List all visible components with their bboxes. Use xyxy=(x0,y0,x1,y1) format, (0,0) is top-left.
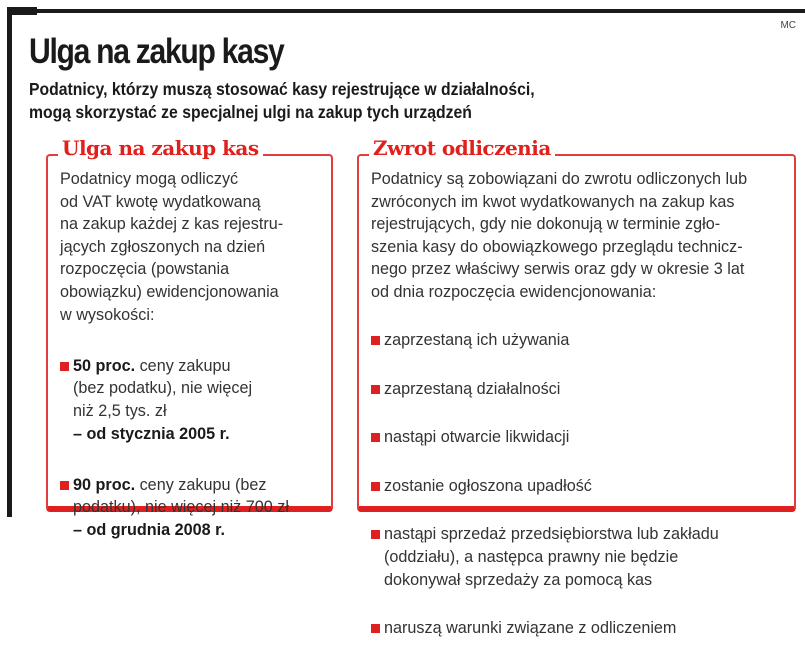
list-item xyxy=(371,378,794,401)
box-zwrot-intro: Podatnicy są zobowiązani do zwrotu odliczonych lub zwróconych im kwot wydatkowanych na zakup kas rejestrujących, gdy nie dokonują w terminie zgło- szenia kasy do obowiązkowego przeglądu technicz- nego przez właściwy serwis oraz gdy w okresie 3 lat od dnia rozpoczęcia ewidencjonowania: xyxy=(371,170,748,301)
box-ulga-intro: Podatnicy mogą odliczyć od VAT kwotę wydatkowaną na zakup każdej z kas rejestru- jących zgłoszonych na dzień rozpoczęcia (powstania obowiązku) ewidencjonowania w wysokości: xyxy=(60,170,284,324)
frame-left-rule xyxy=(7,9,12,517)
item-text: zaprzestaną działalności xyxy=(384,379,561,398)
zwrot-list xyxy=(371,304,794,662)
list-item xyxy=(371,426,794,449)
bullet-icon xyxy=(60,362,69,371)
list-item xyxy=(60,355,331,445)
list-item xyxy=(371,329,794,352)
lead-text: Podatnicy, którzy muszą stosować kasy rejestrujące w działalności, mogą skorzystać ze specjalnej ulgi na zakup tych urządzeń xyxy=(29,79,535,122)
item-text: naruszą warunki związane z odliczeniem xyxy=(384,619,677,638)
item-text: zaprzestaną ich używania xyxy=(384,331,570,350)
page-title: Ulga na zakup kasy xyxy=(29,32,284,71)
frame-top-rule xyxy=(7,9,805,13)
box-ulga-heading: Ulga na zakup kas xyxy=(58,136,263,160)
bullet-icon xyxy=(371,530,380,539)
item-rate: 50 proc. xyxy=(73,356,136,375)
ulga-list xyxy=(60,326,331,564)
box-zwrot xyxy=(357,136,796,638)
box-zwrot-heading: Zwrot odliczenia xyxy=(369,136,555,160)
list-item xyxy=(371,475,794,498)
item-text: ceny zakupu (bez podatku), nie więcej niż 2,5 tys. zł xyxy=(73,356,253,420)
list-item xyxy=(371,523,794,591)
bullet-icon xyxy=(371,433,380,442)
box-ulga xyxy=(46,136,333,539)
bullet-icon xyxy=(371,624,380,633)
list-item xyxy=(371,617,794,640)
bullet-icon xyxy=(371,336,380,345)
item-text: nastąpi otwarcie likwidacji xyxy=(384,428,570,447)
list-item xyxy=(60,474,331,542)
item-date: – od stycznia 2005 r. xyxy=(73,424,230,443)
item-text: ceny zakupu (bez podatku), nie więcej niż 700 zł xyxy=(73,475,289,517)
item-rate: 90 proc. xyxy=(73,475,136,494)
credit: MC xyxy=(780,20,796,31)
bullet-icon xyxy=(371,385,380,394)
bullet-icon xyxy=(60,481,69,490)
item-text: nastąpi sprzedaż przedsiębiorstwa lub zakładu (oddziału), a następca prawny nie będzie dokonywał sprzedaży za pomocą kas xyxy=(384,525,719,589)
bullet-icon xyxy=(371,482,380,491)
item-date: – od grudnia 2008 r. xyxy=(73,520,226,539)
item-text: zostanie ogłoszona upadłość xyxy=(384,476,592,495)
